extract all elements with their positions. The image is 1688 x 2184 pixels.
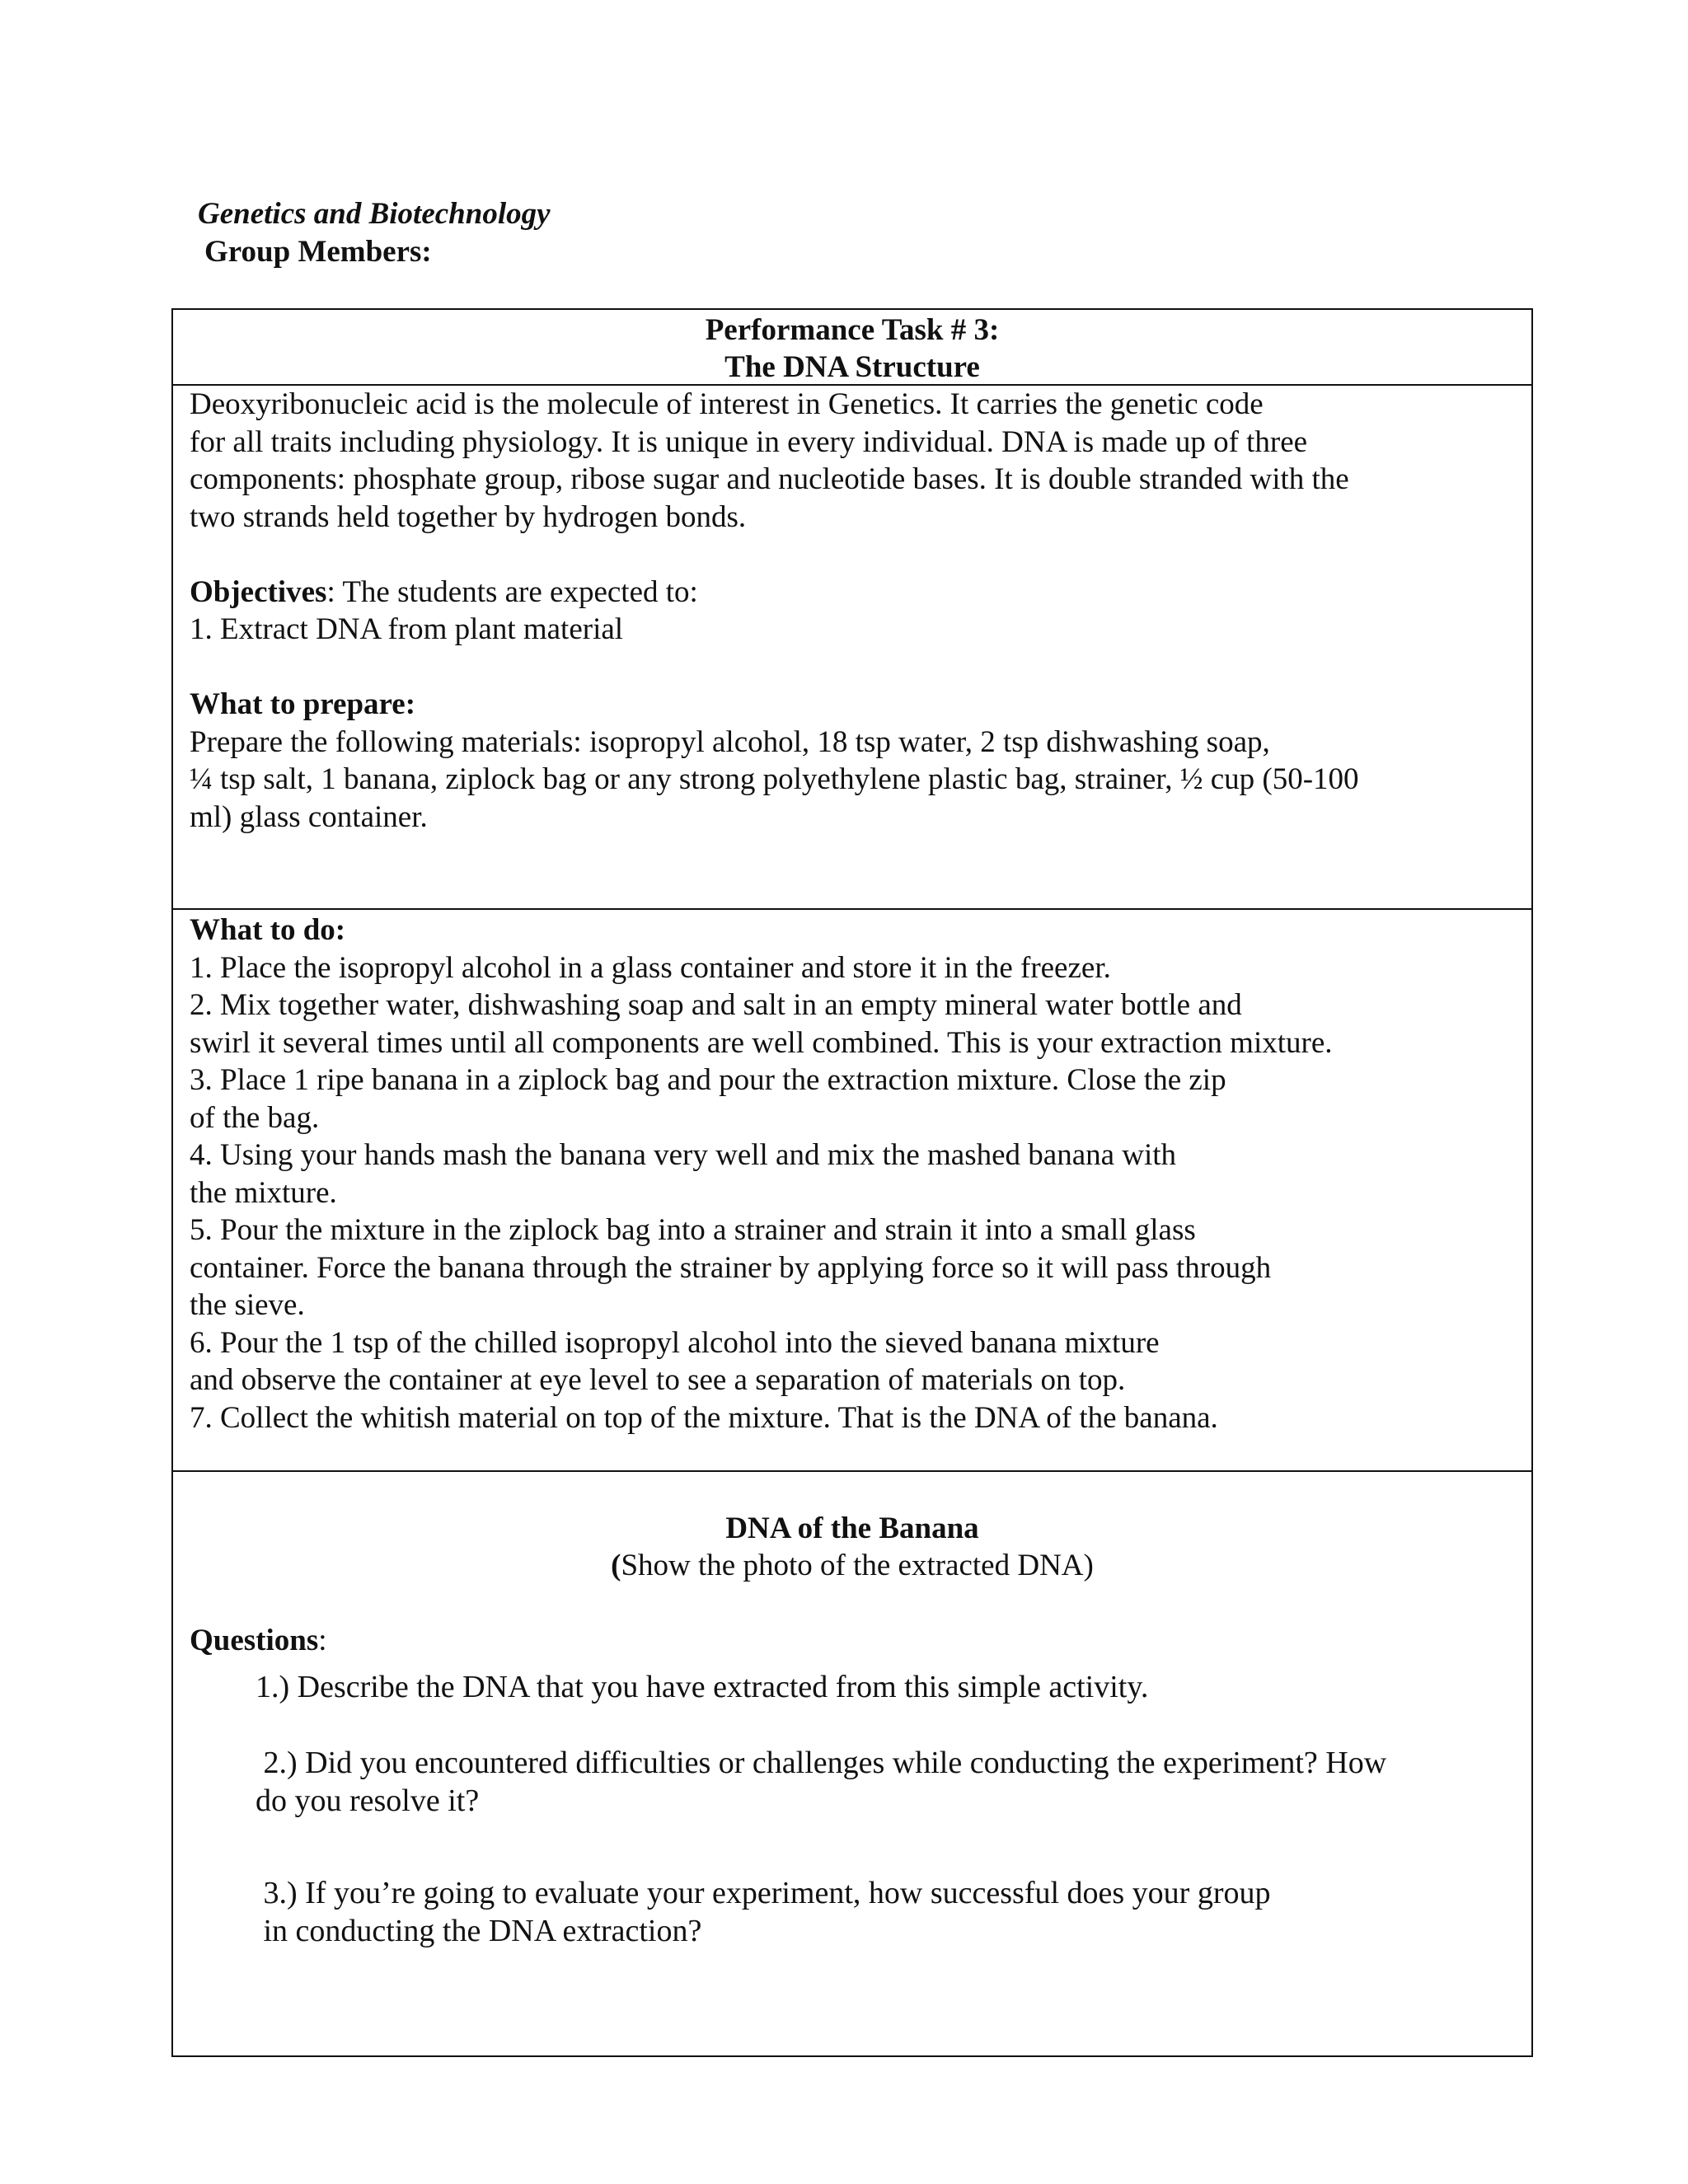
course-title: Genetics and Biotechnology (198, 197, 551, 231)
task-table (171, 308, 1533, 2057)
task-header (173, 310, 1531, 386)
question-1 (256, 1668, 1148, 1706)
intro-line: Deoxyribonucleic acid is the molecule of interest in Genetics. It carries the genetic code (190, 387, 1264, 421)
result-paren: ( (611, 1549, 621, 1582)
intro-section (173, 386, 1531, 910)
objectives-text: : The students are expected to: (326, 574, 698, 609)
procedure-line: of the bag. (190, 1100, 320, 1135)
procedure-line: 4. Using your hands mash the banana very well and mix the mashed banana with (190, 1138, 1177, 1172)
task-number: Performance Task # 3: (705, 313, 1000, 347)
task-title: The DNA Structure (724, 350, 980, 384)
spacer (190, 536, 1515, 574)
questions-heading (190, 1622, 1515, 1660)
procedure-line: 2. Mix together water, dishwashing soap and salt in an empty mineral water bottle and (190, 988, 1242, 1022)
intro-line: for all traits including physiology. It is unique in every individual. DNA is made up of three (190, 424, 1308, 459)
prepare-line: Prepare the following materials: isopropyl alcohol, 18 tsp water, 2 tsp dishwashing soap, (190, 724, 1270, 759)
procedure-line: swirl it several times until all components are well combined. This is your extraction mixture. (190, 1025, 1333, 1060)
procedure-line: 7. Collect the whitish material on top of the mixture. That is the DNA of the banana. (190, 1400, 1218, 1435)
question-line: do you resolve it? (256, 1783, 480, 1818)
objective-item: 1. Extract DNA from plant material (190, 612, 624, 646)
procedure-line: 6. Pour the 1 tsp of the chilled isopropyl alcohol into the sieved banana mixture (190, 1325, 1160, 1360)
result-instruction-text: Show the photo of the extracted DNA) (621, 1549, 1094, 1582)
prepare-line: ¼ tsp salt, 1 banana, ziplock bag or any strong polyethylene plastic bag, strainer, ½ cup (50-100 (190, 762, 1359, 796)
procedure-line: 3. Place 1 ripe banana in a ziplock bag and pour the extraction mixture. Close the zip (190, 1063, 1226, 1097)
question-line: 2.) Did you encountered difficulties or challenges while conducting the experiment? How (256, 1746, 1387, 1780)
procedure-line: container. Force the banana through the strainer by applying force so it will pass through (190, 1250, 1272, 1285)
intro-line: two strands held together by hydrogen bonds. (190, 499, 747, 534)
question-2 (256, 1744, 1386, 1820)
spacer (190, 1472, 1515, 1510)
question-line: in conducting the DNA extraction? (256, 1914, 702, 1948)
procedure-line: 5. Pour the mixture in the ziplock bag into a strainer and strain it into a small glass (190, 1213, 1196, 1247)
procedure-section (173, 910, 1531, 1472)
question-line: 1.) Describe the DNA that you have extracted from this simple activity. (256, 1670, 1149, 1704)
prepare-line: ml) glass container. (190, 799, 428, 834)
procedure-line: 1. Place the isopropyl alcohol in a glass container and store it in the freezer. (190, 950, 1111, 985)
spacer (190, 649, 1515, 687)
procedure-line: and observe the container at eye level to see a separation of materials on top. (190, 1363, 1126, 1397)
procedure-line: the mixture. (190, 1175, 337, 1210)
objectives-label: Objectives (190, 574, 327, 609)
question-3 (256, 1874, 1271, 1950)
result-title: DNA of the Banana (725, 1511, 979, 1545)
objectives-heading (190, 574, 1515, 612)
intro-line: components: phosphate group, ribose sugar and nucleotide bases. It is double stranded with the (190, 462, 1349, 496)
questions-colon: : (318, 1624, 327, 1657)
result-section (173, 1472, 1531, 2057)
prepare-heading: What to prepare: (190, 687, 416, 721)
question-line: 3.) If you’re going to evaluate your experiment, how successful does your group (256, 1876, 1271, 1910)
questions-label: Questions (190, 1624, 319, 1657)
group-members-label: Group Members: (204, 235, 432, 269)
procedure-heading: What to do: (190, 913, 346, 947)
procedure-line: the sieve. (190, 1288, 305, 1322)
spacer (190, 1585, 1515, 1623)
result-instruction (190, 1547, 1515, 1585)
